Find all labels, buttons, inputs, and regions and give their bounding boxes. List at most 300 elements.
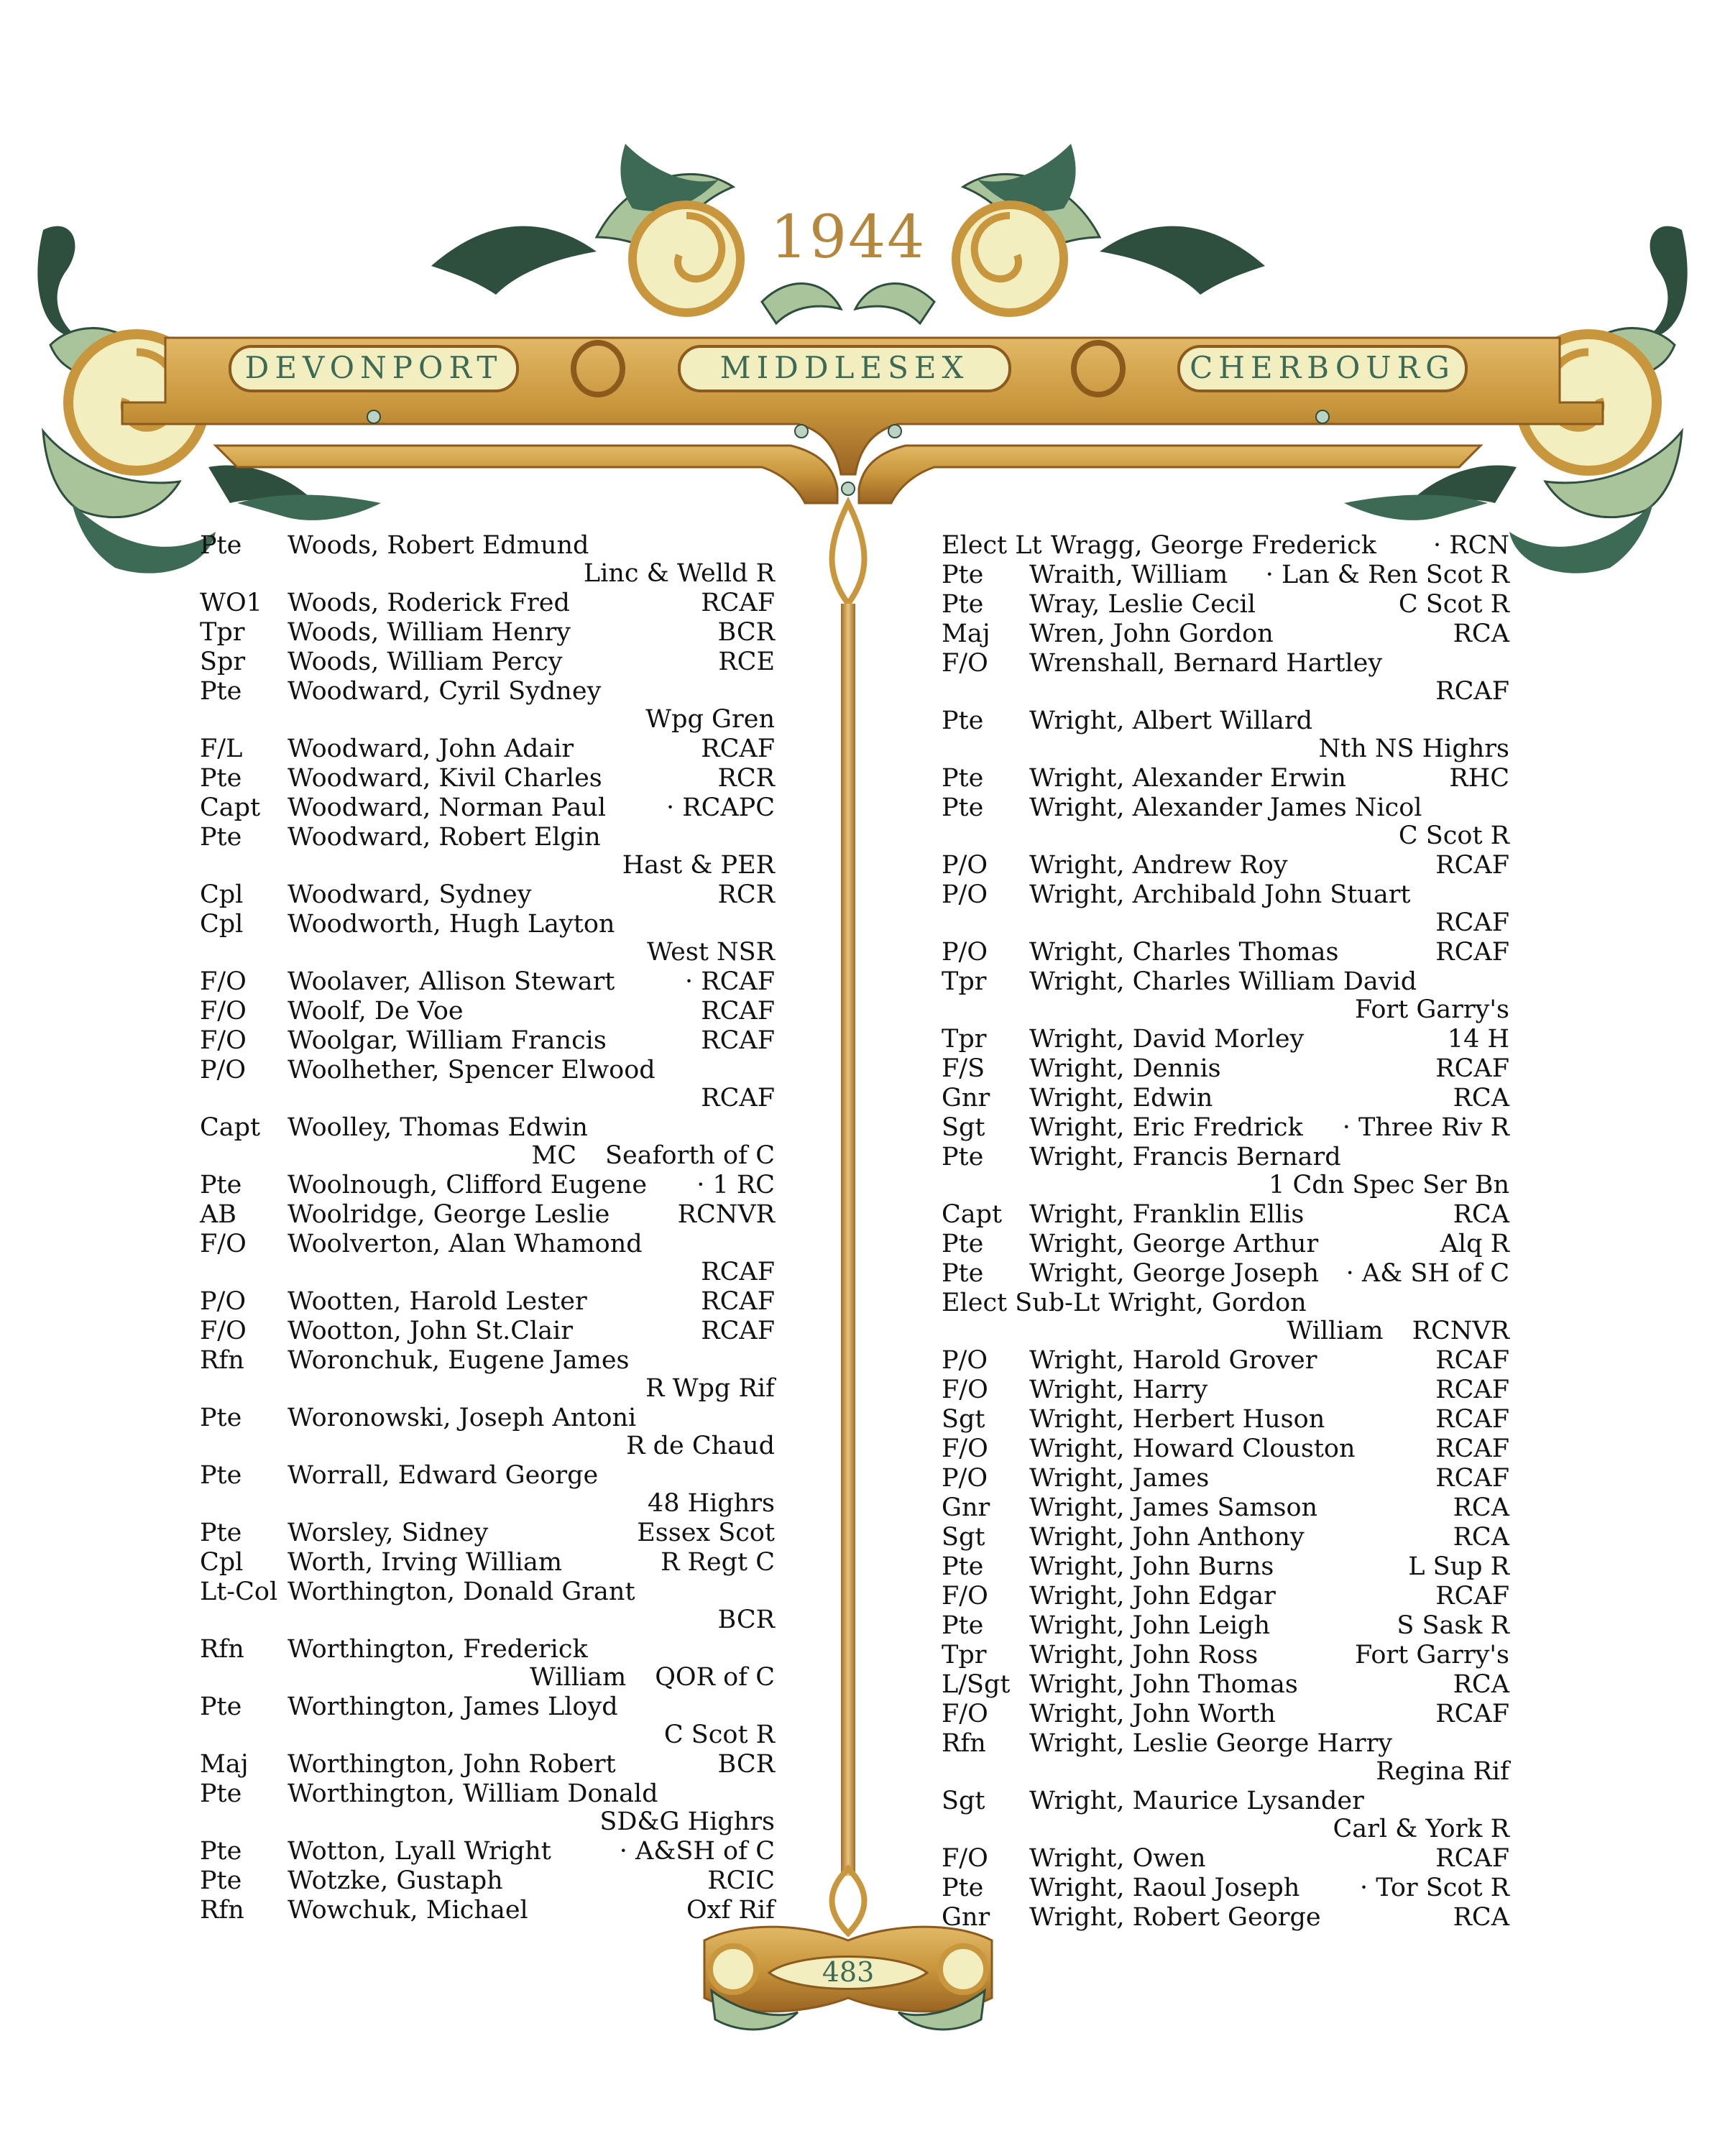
casualty-name: Woolf, De Voe (288, 998, 464, 1026)
casualty-unit: RCR (717, 880, 775, 909)
casualty-unit: RCA (1453, 1903, 1509, 1932)
casualty-rank: Elect Sub-Lt (942, 1289, 1100, 1317)
casualty-rank: P/O (942, 880, 988, 909)
casualty-entry (200, 1288, 775, 1316)
casualty-rank: Rfn (942, 1729, 986, 1758)
casualty-entry (942, 1524, 1509, 1552)
casualty-rank: AB (200, 1200, 236, 1229)
casualty-name: Worthington, John Robert (288, 1751, 616, 1779)
casualty-entry (200, 881, 775, 909)
casualty-entry (200, 911, 775, 967)
casualty-unit: RCA (1453, 1670, 1509, 1699)
casualty-unit: RCNVR (1412, 1317, 1509, 1345)
casualty-name: Wright, Robert George (1029, 1904, 1321, 1932)
casualty-entry (200, 1838, 775, 1866)
casualty-entry (942, 1874, 1509, 1902)
casualty-name: Wright, Albert Willard (1029, 707, 1313, 735)
casualty-rank: Cpl (200, 1548, 244, 1577)
casualty-rank: F/O (942, 1844, 988, 1873)
casualty-name: Woods, Roderick Fred (288, 589, 570, 617)
casualty-entry (942, 794, 1509, 850)
casualty-unit: RCAF (701, 589, 775, 617)
casualty-name: Wright, Harold Grover (1029, 1347, 1317, 1375)
casualty-rank: F/L (200, 734, 243, 763)
casualty-rank: P/O (942, 1464, 988, 1493)
casualty-entry (942, 561, 1509, 589)
casualty-entry (200, 678, 775, 734)
casualty-entry (942, 1553, 1509, 1581)
casualty-unit: RCAF (701, 997, 775, 1026)
casualty-unit: RCAF (1435, 1346, 1509, 1375)
casualty-rank: Maj (200, 1750, 249, 1779)
casualty-unit: RCAF (1435, 1376, 1509, 1404)
casualty-name: Woolhether, Spencer Elwood (288, 1056, 656, 1084)
casualty-rank: Pte (942, 764, 984, 793)
casualty-rank: Tpr (200, 618, 245, 647)
casualty-unit: Nth NS Highrs (1318, 734, 1509, 763)
casualty-rank: WO1 (200, 589, 262, 617)
casualty-rank: Pte (200, 1519, 242, 1547)
casualty-name: Wright, Francis Bernard (1029, 1143, 1341, 1171)
casualty-name: Wootton, John St.Clair (288, 1317, 573, 1345)
casualty-name: Worthington, Donald Grant (288, 1578, 635, 1606)
casualty-entry (942, 1700, 1509, 1728)
casualty-name: Wright, John Thomas (1029, 1671, 1298, 1699)
casualty-name: Wright, Charles Thomas (1029, 939, 1339, 967)
casualty-unit: · 1 RC (696, 1171, 775, 1199)
casualty-unit: RCAF (701, 734, 775, 763)
casualty-entry (200, 1027, 775, 1055)
casualty-name-continued: MC (531, 1141, 577, 1170)
casualty-name: Wright, Dennis (1029, 1055, 1221, 1083)
casualty-name: Woolgar, William Francis (288, 1027, 607, 1055)
casualty-unit: Wpg Gren (645, 705, 775, 734)
casualty-unit: RCAF (1435, 851, 1509, 880)
casualty-entry (200, 968, 775, 996)
casualty-entry (942, 1230, 1509, 1258)
casualty-unit: RCNVR (677, 1200, 775, 1229)
casualty-unit: · RCN (1432, 531, 1509, 560)
casualty-rank: F/S (942, 1054, 985, 1083)
casualty-unit: RCAF (1435, 1464, 1509, 1493)
casualty-unit: RCAF (701, 1026, 775, 1055)
casualty-entry (942, 591, 1509, 619)
casualty-rank: F/O (200, 1026, 247, 1055)
casualty-unit: RCAF (1435, 677, 1509, 706)
casualty-unit: Seaforth of C (605, 1141, 775, 1170)
casualty-name: Wright, Charles William David (1029, 968, 1417, 996)
casualty-entry (200, 1780, 775, 1836)
casualty-name: Wright, David Morley (1029, 1026, 1305, 1054)
casualty-rank: Cpl (200, 880, 244, 909)
casualty-name: Worthington, William Donald (288, 1780, 658, 1808)
casualty-entry (942, 1730, 1509, 1786)
casualty-unit: Regina Rif (1376, 1757, 1509, 1786)
casualty-rank: Pte (200, 1779, 242, 1808)
casualty-name: Wright, Herbert Huson (1029, 1406, 1325, 1434)
casualty-unit: RCAF (1435, 938, 1509, 967)
casualty-unit: · A&SH of C (619, 1837, 775, 1866)
casualty-rank: Cpl (200, 910, 244, 939)
casualty-rank: F/O (200, 967, 247, 996)
casualty-rank: Gnr (942, 1493, 990, 1522)
casualty-unit: Essex Scot (637, 1519, 775, 1547)
casualty-name: Worsley, Sidney (288, 1519, 489, 1547)
casualty-name: Woolley, Thomas Edwin (288, 1114, 588, 1142)
casualty-entry (200, 589, 775, 617)
casualty-rank: Tpr (942, 967, 987, 996)
casualty-name: Wotton, Lyall Wright (288, 1838, 551, 1866)
casualty-name: Wright, John Edgar (1029, 1583, 1276, 1611)
casualty-entry (942, 1201, 1509, 1229)
year-heading: 1944 (770, 203, 926, 272)
casualty-unit: RCIC (707, 1866, 775, 1895)
casualty-name: Wright, Owen (1029, 1845, 1206, 1873)
casualty-rank: P/O (200, 1287, 247, 1316)
casualty-rank: Elect Lt (942, 531, 1042, 560)
casualty-entry (942, 1260, 1509, 1288)
casualty-entry (942, 1583, 1509, 1611)
casualty-entry (200, 1056, 775, 1112)
casualty-unit: 48 Highrs (647, 1489, 775, 1518)
casualty-unit: · Three Riv R (1342, 1113, 1509, 1142)
casualty-rank: Pte (942, 793, 984, 822)
casualty-unit: R de Chaud (626, 1432, 775, 1460)
casualty-unit: QOR of C (655, 1663, 775, 1692)
casualty-name: Woodward, John Adair (288, 735, 574, 763)
casualty-unit: RCE (718, 648, 775, 676)
casualty-entry (200, 998, 775, 1026)
casualty-unit: C Scot R (1398, 821, 1509, 850)
casualty-name: Wright, Edwin (1029, 1084, 1213, 1112)
casualty-name: Woolverton, Alan Whamond (288, 1230, 643, 1258)
casualty-unit: RCAF (1435, 1582, 1509, 1611)
casualty-name: Worthington, James Lloyd (288, 1693, 618, 1721)
casualty-entry (942, 968, 1509, 1024)
casualty-name: Woolnough, Clifford Eugene (288, 1171, 648, 1199)
casualty-entry (200, 735, 775, 763)
casualty-unit: BCR (717, 618, 775, 647)
casualty-unit: 1 Cdn Spec Ser Bn (1269, 1171, 1509, 1199)
casualty-entry (200, 1462, 775, 1518)
casualty-rank: Spr (200, 648, 246, 676)
page-number: 483 (822, 1956, 875, 1988)
casualty-name: Wright, Maurice Lysander (1029, 1787, 1364, 1815)
casualty-name: Wray, Leslie Cecil (1029, 591, 1256, 619)
casualty-name: Woods, William Henry (288, 619, 571, 647)
casualty-rank: Capt (200, 793, 261, 822)
casualty-entry (200, 1867, 775, 1895)
casualty-unit: West NSR (647, 938, 775, 967)
casualty-name: Woodworth, Hugh Layton (288, 911, 615, 939)
casualty-name: Woronchuk, Eugene James (288, 1347, 630, 1375)
casualty-unit: RCA (1453, 1200, 1509, 1229)
casualty-rank: Pte (942, 1259, 984, 1288)
casualty-name: Wright, John Leigh (1029, 1612, 1270, 1640)
casualty-rank: Pte (942, 1143, 984, 1171)
casualty-rank: Pte (200, 823, 242, 852)
casualty-rank: F/O (942, 649, 988, 678)
casualty-unit: RCA (1453, 1493, 1509, 1522)
casualty-rank: F/O (200, 1230, 247, 1258)
casualty-rank: Pte (200, 1866, 242, 1895)
casualty-name: Woodward, Cyril Sydney (288, 678, 602, 706)
casualty-unit: RCAF (1435, 1434, 1509, 1463)
casualty-rank: Pte (200, 1837, 242, 1866)
casualty-name: Woodward, Robert Elgin (288, 824, 601, 852)
casualty-rank: Lt-Col (200, 1577, 278, 1606)
casualty-entry (200, 1578, 775, 1634)
casualty-name: Wotzke, Gustaph (288, 1867, 503, 1895)
casualty-unit: · RCAPC (666, 793, 775, 822)
casualty-name: Wright, Andrew Roy (1029, 852, 1288, 880)
casualty-unit: C Scot R (663, 1720, 775, 1749)
casualty-unit: Fort Garry's (1354, 1641, 1509, 1669)
casualty-rank: F/O (942, 1434, 988, 1463)
casualty-entry (942, 707, 1509, 763)
casualty-list-left (200, 532, 775, 1925)
casualty-entry (200, 1519, 775, 1547)
casualty-name: Wright, George Joseph (1029, 1260, 1320, 1288)
casualty-name: Wraith, William (1029, 561, 1228, 589)
casualty-rank: Pte (942, 590, 984, 619)
casualty-entry (200, 1636, 775, 1692)
casualty-rank: Gnr (942, 1903, 990, 1932)
casualty-entry (942, 852, 1509, 880)
place-label-right: CHERBOURG (1190, 350, 1455, 385)
casualty-rank: Pte (942, 706, 984, 735)
casualty-unit: Linc & Welld R (583, 559, 775, 588)
casualty-entry (942, 1435, 1509, 1463)
casualty-name: Wright, Raoul Joseph (1029, 1874, 1300, 1902)
casualty-rank: F/O (942, 1376, 988, 1404)
casualty-entry (942, 1084, 1509, 1112)
central-stem (832, 503, 865, 1933)
casualty-unit: RHC (1449, 764, 1509, 793)
casualty-entry (200, 1693, 775, 1749)
casualty-entry (200, 1201, 775, 1229)
casualty-rank: Sgt (942, 1787, 985, 1815)
casualty-unit: RCAF (1435, 908, 1509, 937)
casualty-entry (200, 1751, 775, 1779)
casualty-name: Wright, John Worth (1029, 1700, 1276, 1728)
casualty-entry (942, 650, 1509, 706)
casualty-name-continued: William (1287, 1317, 1384, 1345)
casualty-rank: Rfn (200, 1896, 244, 1925)
casualty-entry (200, 532, 775, 588)
casualty-name: Wright, John Burns (1029, 1553, 1274, 1581)
casualty-unit: RCA (1453, 1084, 1509, 1112)
casualty-entry (942, 1904, 1509, 1932)
casualty-unit: Alq R (1440, 1230, 1509, 1258)
casualty-unit: RCAF (701, 1317, 775, 1345)
casualty-name: Worth, Irving William (288, 1549, 563, 1577)
casualty-unit: BCR (717, 1750, 775, 1779)
casualty-rank: Pte (200, 677, 242, 706)
casualty-entry (200, 824, 775, 880)
casualty-name: Wowchuk, Michael (288, 1897, 528, 1925)
casualty-name: Wright, Alexander James Nicol (1029, 794, 1422, 822)
casualty-rank: Sgt (942, 1523, 985, 1552)
casualty-entry (942, 765, 1509, 793)
casualty-rank: Pte (942, 561, 984, 589)
casualty-entry (942, 1465, 1509, 1493)
casualty-rank: F/O (200, 997, 247, 1026)
casualty-unit: L Sup R (1408, 1552, 1509, 1581)
casualty-rank: F/O (200, 1317, 247, 1345)
casualty-unit: RCAF (1435, 1054, 1509, 1083)
casualty-entry (200, 1317, 775, 1345)
casualty-entry (942, 1143, 1509, 1199)
casualty-entry (942, 1845, 1509, 1873)
casualty-rank: Pte (200, 1171, 242, 1199)
casualty-unit: · A& SH of C (1346, 1259, 1509, 1288)
casualty-unit: RCAF (1435, 1700, 1509, 1728)
casualty-name: Wright, George Arthur (1029, 1230, 1319, 1258)
casualty-rank: Maj (942, 619, 990, 648)
casualty-rank: Sgt (942, 1405, 985, 1434)
casualty-rank: Capt (942, 1200, 1003, 1229)
casualty-entry (942, 1114, 1509, 1142)
casualty-name: Wright, James (1029, 1465, 1210, 1493)
casualty-name: Wright, Archibald John Stuart (1029, 881, 1411, 909)
casualty-name: Woronowski, Joseph Antoni (288, 1404, 637, 1432)
casualty-entry (200, 765, 775, 793)
casualty-rank: Gnr (942, 1084, 990, 1112)
casualty-unit: R Wpg Rif (645, 1374, 775, 1403)
casualty-name: Wright, Leslie George Harry (1029, 1730, 1393, 1758)
casualty-entry (942, 939, 1509, 967)
casualty-unit: S Sask R (1397, 1611, 1509, 1640)
casualty-entry (942, 1055, 1509, 1083)
casualty-name: Wright, James Samson (1029, 1494, 1318, 1522)
casualty-unit: SD&G Highrs (599, 1807, 775, 1836)
casualty-entry (200, 1114, 775, 1170)
casualty-entry (200, 1171, 775, 1199)
casualty-rank: P/O (200, 1056, 247, 1084)
casualty-entry (942, 1494, 1509, 1522)
casualty-entry (200, 1897, 775, 1925)
casualty-rank: Capt (200, 1113, 261, 1142)
casualty-name: Woolaver, Allison Stewart (288, 968, 615, 996)
casualty-entry (942, 1787, 1509, 1843)
casualty-entry (200, 1347, 775, 1403)
casualty-name: Worrall, Edward George (288, 1462, 599, 1490)
casualty-rank: Tpr (942, 1025, 987, 1054)
casualty-rank: Pte (200, 1404, 242, 1432)
casualty-name-continued: William (530, 1663, 627, 1692)
casualty-entry (942, 881, 1509, 937)
casualty-entry (200, 794, 775, 822)
casualty-rank: Pte (200, 764, 242, 793)
casualty-entry (942, 1671, 1509, 1699)
casualty-rank: Sgt (942, 1113, 985, 1142)
casualty-entry (200, 1404, 775, 1460)
casualty-unit: BCR (717, 1606, 775, 1634)
casualty-rank: Pte (200, 1692, 242, 1721)
casualty-rank: Pte (200, 1461, 242, 1490)
casualty-name: Wright, Franklin Ellis (1029, 1201, 1305, 1229)
casualty-unit: RCAF (701, 1287, 775, 1316)
casualty-rank: F/O (942, 1582, 988, 1611)
casualty-rank: Pte (942, 1874, 984, 1902)
casualty-rank: Pte (942, 1230, 984, 1258)
casualty-entry (200, 1549, 775, 1577)
casualty-unit: · RCAF (685, 967, 775, 996)
casualty-unit: · Tor Scot R (1359, 1874, 1509, 1902)
casualty-rank: L/Sgt (942, 1670, 1011, 1699)
casualty-entry (942, 1376, 1509, 1404)
casualty-name: Wright, Howard Clouston (1029, 1435, 1356, 1463)
casualty-name: Wright, John Ross (1029, 1641, 1259, 1669)
casualty-unit: RCAF (1435, 1405, 1509, 1434)
casualty-unit: Oxf Rif (686, 1896, 775, 1925)
casualty-entry (942, 532, 1509, 560)
casualty-entry (200, 619, 775, 647)
casualty-entry (942, 620, 1509, 648)
place-label-left: DEVONPORT (244, 350, 503, 385)
place-label-center: MIDDLESEX (719, 350, 970, 385)
casualty-name: Woods, William Percy (288, 648, 563, 676)
casualty-name: Woolridge, George Leslie (288, 1201, 610, 1229)
casualty-unit: RCAF (1435, 1844, 1509, 1873)
casualty-entry (942, 1347, 1509, 1375)
casualty-unit: · Lan & Ren Scot R (1265, 561, 1509, 589)
casualty-unit: C Scot R (1398, 590, 1509, 619)
casualty-unit: Hast & PER (622, 851, 775, 880)
casualty-name: Wright, Harry (1029, 1376, 1208, 1404)
casualty-rank: P/O (942, 1346, 988, 1375)
casualty-name: Wootten, Harold Lester (288, 1288, 587, 1316)
casualty-name: Woodward, Kivil Charles (288, 765, 602, 793)
casualty-name: Wright, Eric Fredrick (1029, 1114, 1303, 1142)
casualty-unit: RCAF (701, 1258, 775, 1286)
casualty-unit: RCAF (701, 1084, 775, 1112)
casualty-rank: F/O (942, 1700, 988, 1728)
casualty-unit: RCA (1453, 1523, 1509, 1552)
casualty-rank: Tpr (942, 1641, 987, 1669)
casualty-rank: Pte (942, 1611, 984, 1640)
casualty-entry (200, 648, 775, 676)
casualty-name: Worthington, Frederick (288, 1636, 588, 1664)
casualty-entry (942, 1641, 1509, 1669)
casualty-name: Wragg, George Frederick (1050, 532, 1376, 560)
casualty-name: Wright, John Anthony (1029, 1524, 1305, 1552)
casualty-name: Woodward, Norman Paul (288, 794, 607, 822)
casualty-rank: Pte (942, 1552, 984, 1581)
casualty-name: Wright, Alexander Erwin (1029, 765, 1346, 793)
casualty-unit: Carl & York R (1333, 1815, 1509, 1843)
casualty-name: Wrenshall, Bernard Hartley (1029, 650, 1383, 678)
casualty-rank: Pte (200, 531, 242, 560)
casualty-unit: 14 H (1447, 1025, 1509, 1054)
casualty-name: Wren, John Gordon (1029, 620, 1274, 648)
casualty-entry (942, 1612, 1509, 1640)
casualty-unit: R Regt C (661, 1548, 775, 1577)
casualty-name: Woodward, Sydney (288, 881, 532, 909)
casualty-entry (942, 1026, 1509, 1054)
casualty-rank: P/O (942, 851, 988, 880)
casualty-entry (200, 1230, 775, 1286)
casualty-rank: Rfn (200, 1346, 244, 1375)
casualty-entry (942, 1406, 1509, 1434)
casualty-list-right (942, 532, 1509, 1932)
casualty-unit: RCA (1453, 619, 1509, 648)
casualty-rank: P/O (942, 938, 988, 967)
casualty-unit: RCR (717, 764, 775, 793)
casualty-name: Woods, Robert Edmund (288, 532, 589, 560)
casualty-unit: Fort Garry's (1354, 995, 1509, 1024)
